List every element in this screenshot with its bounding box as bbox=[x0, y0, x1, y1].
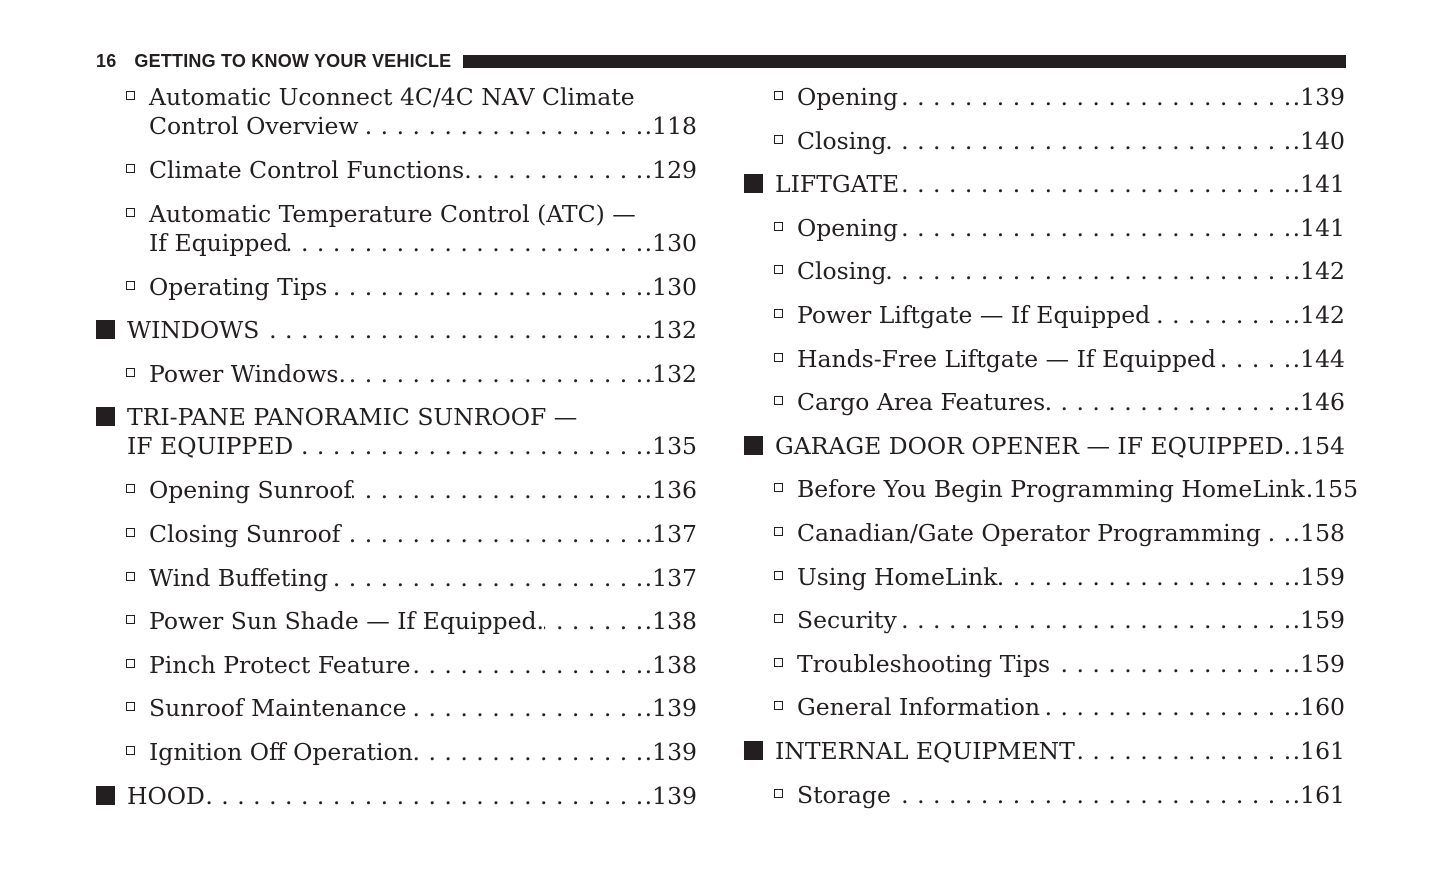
toc-section-entry[interactable] bbox=[744, 733, 1345, 777]
subsection-bullet-icon bbox=[126, 615, 135, 624]
section-bullet-icon bbox=[96, 320, 115, 339]
dot-leader bbox=[897, 602, 1292, 638]
entry-page-number: .141 bbox=[1292, 170, 1345, 199]
toc-subsection-entry[interactable] bbox=[744, 689, 1345, 733]
entry-title: WINDOWS bbox=[127, 316, 260, 345]
toc-subsection-entry[interactable] bbox=[96, 269, 697, 313]
subsection-bullet-icon bbox=[774, 265, 783, 274]
dot-leader bbox=[898, 79, 1292, 115]
dot-leader bbox=[1150, 297, 1291, 333]
dot-leader bbox=[1216, 341, 1292, 377]
entry-title-line1: Automatic Temperature Control (ATC) — bbox=[149, 199, 636, 228]
entry-page-number: .138 bbox=[644, 650, 697, 679]
subsection-bullet-icon bbox=[126, 164, 135, 173]
entry-title: Closing bbox=[797, 257, 887, 286]
subsection-bullet-icon bbox=[126, 208, 135, 217]
dot-leader bbox=[544, 603, 644, 639]
toc-subsection-entry[interactable] bbox=[744, 384, 1345, 428]
entry-page-number: .161 bbox=[1292, 780, 1345, 809]
subsection-bullet-icon bbox=[774, 483, 783, 492]
entry-title: Storage bbox=[797, 780, 891, 809]
entry-title: Wind Buffeting bbox=[149, 563, 329, 592]
entry-page-number: .129 bbox=[644, 156, 697, 184]
dot-leader bbox=[413, 734, 644, 770]
section-bullet-icon bbox=[96, 786, 115, 805]
subsection-bullet-icon bbox=[774, 309, 783, 318]
dot-leader bbox=[411, 647, 644, 683]
toc-subsection-entry[interactable] bbox=[744, 602, 1345, 646]
toc-subsection-entry[interactable] bbox=[96, 690, 697, 734]
toc-section-entry[interactable] bbox=[744, 166, 1345, 210]
entry-title: Security bbox=[797, 606, 897, 635]
subsection-bullet-icon bbox=[126, 368, 135, 377]
entry-page-number: .155 bbox=[1305, 475, 1359, 504]
entry-title: Sunroof Maintenance bbox=[149, 694, 407, 723]
dot-leader bbox=[1040, 689, 1292, 725]
toc-subsection-entry[interactable] bbox=[744, 123, 1345, 167]
entry-page-number: .138 bbox=[644, 607, 697, 636]
entry-page-number: .159 bbox=[1292, 562, 1345, 591]
dot-leader bbox=[359, 108, 644, 144]
subsection-bullet-icon bbox=[774, 222, 783, 231]
entry-page-number: .132 bbox=[644, 316, 697, 345]
entry-title: INTERNAL EQUIPMENT bbox=[775, 736, 1075, 765]
entry-title-line1: TRI-PANE PANORAMIC SUNROOF — bbox=[127, 403, 578, 432]
entry-title: If Equipped bbox=[149, 228, 289, 257]
entry-page-number: .142 bbox=[1292, 300, 1345, 329]
entry-page-number: .141 bbox=[1292, 213, 1345, 242]
entry-page-number: .137 bbox=[644, 519, 697, 548]
subsection-bullet-icon bbox=[126, 572, 135, 581]
entry-title: Power Liftgate — If Equipped bbox=[797, 300, 1151, 329]
entry-title: Opening Sunroof bbox=[149, 476, 353, 505]
entry-title: Closing Sunroof bbox=[149, 519, 341, 548]
entry-title: Power Sun Shade — If Equipped. bbox=[149, 607, 545, 636]
dot-leader bbox=[898, 210, 1292, 246]
dot-leader bbox=[1284, 428, 1292, 464]
toc-subsection-entry[interactable] bbox=[744, 559, 1345, 603]
entry-title: Troubleshooting Tips bbox=[797, 649, 1051, 678]
entry-page-number: .136 bbox=[644, 476, 697, 505]
entry-title: Hands-Free Liftgate — If Equipped bbox=[797, 344, 1216, 373]
toc-subsection-entry[interactable] bbox=[96, 647, 697, 691]
entry-page-number: .130 bbox=[644, 228, 697, 257]
dot-leader bbox=[1075, 733, 1292, 769]
dot-leader bbox=[407, 690, 644, 726]
entry-page-number: .161 bbox=[1292, 736, 1345, 765]
dot-leader bbox=[886, 123, 1291, 159]
entry-page-number: .140 bbox=[1292, 126, 1345, 155]
section-bullet-icon bbox=[744, 174, 763, 193]
entry-title: GARAGE DOOR OPENER — IF EQUIPPED bbox=[775, 431, 1284, 460]
subsection-bullet-icon bbox=[774, 789, 783, 798]
entry-page-number: .146 bbox=[1292, 388, 1345, 417]
dot-leader bbox=[891, 777, 1292, 813]
toc-subsection-entry[interactable] bbox=[96, 196, 697, 269]
entry-title: Operating Tips bbox=[149, 272, 328, 301]
toc-subsection-entry[interactable] bbox=[744, 79, 1345, 123]
toc-subsection-entry[interactable] bbox=[96, 79, 697, 152]
entry-page-number: .159 bbox=[1292, 649, 1345, 678]
dot-leader bbox=[205, 778, 644, 814]
entry-title: HOOD bbox=[127, 781, 205, 810]
entry-title: Control Overview bbox=[149, 112, 359, 140]
entry-page-number: .160 bbox=[1292, 693, 1345, 722]
toc-right-column bbox=[744, 79, 1359, 820]
entry-title: Before You Begin Programming HomeLink bbox=[797, 475, 1305, 504]
dot-leader bbox=[1045, 384, 1291, 420]
entry-title: Closing bbox=[797, 126, 887, 155]
section-bullet-icon bbox=[744, 436, 763, 455]
dot-leader bbox=[899, 166, 1292, 202]
entry-title: Canadian/Gate Operator Programming bbox=[797, 518, 1261, 547]
subsection-bullet-icon bbox=[774, 396, 783, 405]
subsection-bullet-icon bbox=[126, 484, 135, 493]
toc-left-column bbox=[96, 79, 697, 821]
header-rule bbox=[463, 55, 1346, 68]
page-number: 16 bbox=[96, 50, 117, 71]
toc-section-entry[interactable] bbox=[96, 778, 697, 822]
dot-leader bbox=[288, 225, 643, 261]
dot-leader bbox=[340, 516, 643, 552]
page-header bbox=[96, 50, 1346, 72]
entry-page-number: .132 bbox=[644, 359, 697, 388]
subsection-bullet-icon bbox=[774, 658, 783, 667]
entry-title: Opening bbox=[797, 83, 899, 111]
subsection-bullet-icon bbox=[774, 353, 783, 362]
entry-page-number: .135 bbox=[644, 432, 697, 461]
entry-title: Ignition Off Operation bbox=[149, 737, 413, 766]
subsection-bullet-icon bbox=[126, 528, 135, 537]
entry-title: Power Windows. bbox=[149, 359, 346, 388]
entry-page-number: .139 bbox=[1292, 83, 1345, 111]
dot-leader bbox=[259, 312, 643, 348]
subsection-bullet-icon bbox=[774, 614, 783, 623]
entry-title: Opening bbox=[797, 213, 899, 242]
entry-title: Cargo Area Features bbox=[797, 388, 1046, 417]
toc-subsection-entry[interactable] bbox=[744, 471, 1359, 515]
entry-page-number: .137 bbox=[644, 563, 697, 592]
toc-subsection-entry[interactable] bbox=[744, 515, 1345, 559]
toc-subsection-entry[interactable] bbox=[744, 341, 1345, 385]
subsection-bullet-icon bbox=[126, 659, 135, 668]
dot-leader bbox=[997, 559, 1291, 595]
dot-leader bbox=[328, 560, 644, 596]
entry-title: Climate Control Functions. bbox=[149, 156, 472, 184]
entry-title: IF EQUIPPED bbox=[127, 432, 294, 461]
subsection-bullet-icon bbox=[774, 91, 783, 100]
subsection-bullet-icon bbox=[774, 527, 783, 536]
toc-section-entry[interactable] bbox=[744, 428, 1345, 472]
entry-page-number: .154 bbox=[1292, 431, 1345, 460]
entry-page-number: .158 bbox=[1292, 518, 1345, 547]
toc-subsection-entry[interactable] bbox=[96, 152, 697, 196]
entry-page-number: .139 bbox=[644, 737, 697, 766]
toc-section-entry[interactable] bbox=[96, 399, 697, 472]
dot-leader bbox=[472, 152, 644, 188]
toc-subsection-entry[interactable] bbox=[96, 472, 697, 516]
toc-subsection-entry[interactable] bbox=[96, 603, 697, 647]
subsection-bullet-icon bbox=[774, 701, 783, 710]
entry-page-number: .139 bbox=[644, 694, 697, 723]
toc-subsection-entry[interactable] bbox=[744, 297, 1345, 341]
dot-leader bbox=[352, 472, 644, 508]
subsection-bullet-icon bbox=[774, 135, 783, 144]
dot-leader bbox=[1050, 646, 1292, 682]
toc-subsection-entry[interactable] bbox=[744, 646, 1345, 690]
subsection-bullet-icon bbox=[774, 571, 783, 580]
entry-title: General Information bbox=[797, 693, 1040, 722]
subsection-bullet-icon bbox=[126, 281, 135, 290]
toc-subsection-entry[interactable] bbox=[744, 777, 1345, 821]
dot-leader bbox=[293, 428, 643, 464]
entry-page-number: .142 bbox=[1292, 257, 1345, 286]
entry-title: Pinch Protect Feature bbox=[149, 650, 411, 679]
section-title: GETTING TO KNOW YOUR VEHICLE bbox=[134, 50, 452, 71]
subsection-bullet-icon bbox=[126, 91, 135, 100]
entry-page-number: .118 bbox=[644, 112, 697, 140]
toc-subsection-entry[interactable] bbox=[96, 356, 697, 400]
entry-page-number: .144 bbox=[1292, 344, 1345, 373]
toc-subsection-entry[interactable] bbox=[96, 516, 697, 560]
subsection-bullet-icon bbox=[126, 702, 135, 711]
entry-page-number: .159 bbox=[1292, 606, 1345, 635]
section-bullet-icon bbox=[96, 407, 115, 426]
toc-subsection-entry[interactable] bbox=[96, 560, 697, 604]
toc-subsection-entry[interactable] bbox=[744, 210, 1345, 254]
dot-leader bbox=[1261, 515, 1292, 551]
toc-subsection-entry[interactable] bbox=[96, 734, 697, 778]
entry-title: Using HomeLink bbox=[797, 562, 998, 591]
toc-section-entry[interactable] bbox=[96, 312, 697, 356]
entry-page-number: .139 bbox=[644, 781, 697, 810]
entry-title: LIFTGATE bbox=[775, 170, 900, 199]
entry-page-number: .130 bbox=[644, 272, 697, 301]
subsection-bullet-icon bbox=[126, 746, 135, 755]
dot-leader bbox=[346, 356, 644, 392]
section-bullet-icon bbox=[744, 741, 763, 760]
toc-subsection-entry[interactable] bbox=[744, 253, 1345, 297]
dot-leader bbox=[886, 253, 1291, 289]
dot-leader bbox=[327, 269, 643, 305]
entry-title-line1: Automatic Uconnect 4C/4C NAV Climate bbox=[149, 83, 635, 111]
